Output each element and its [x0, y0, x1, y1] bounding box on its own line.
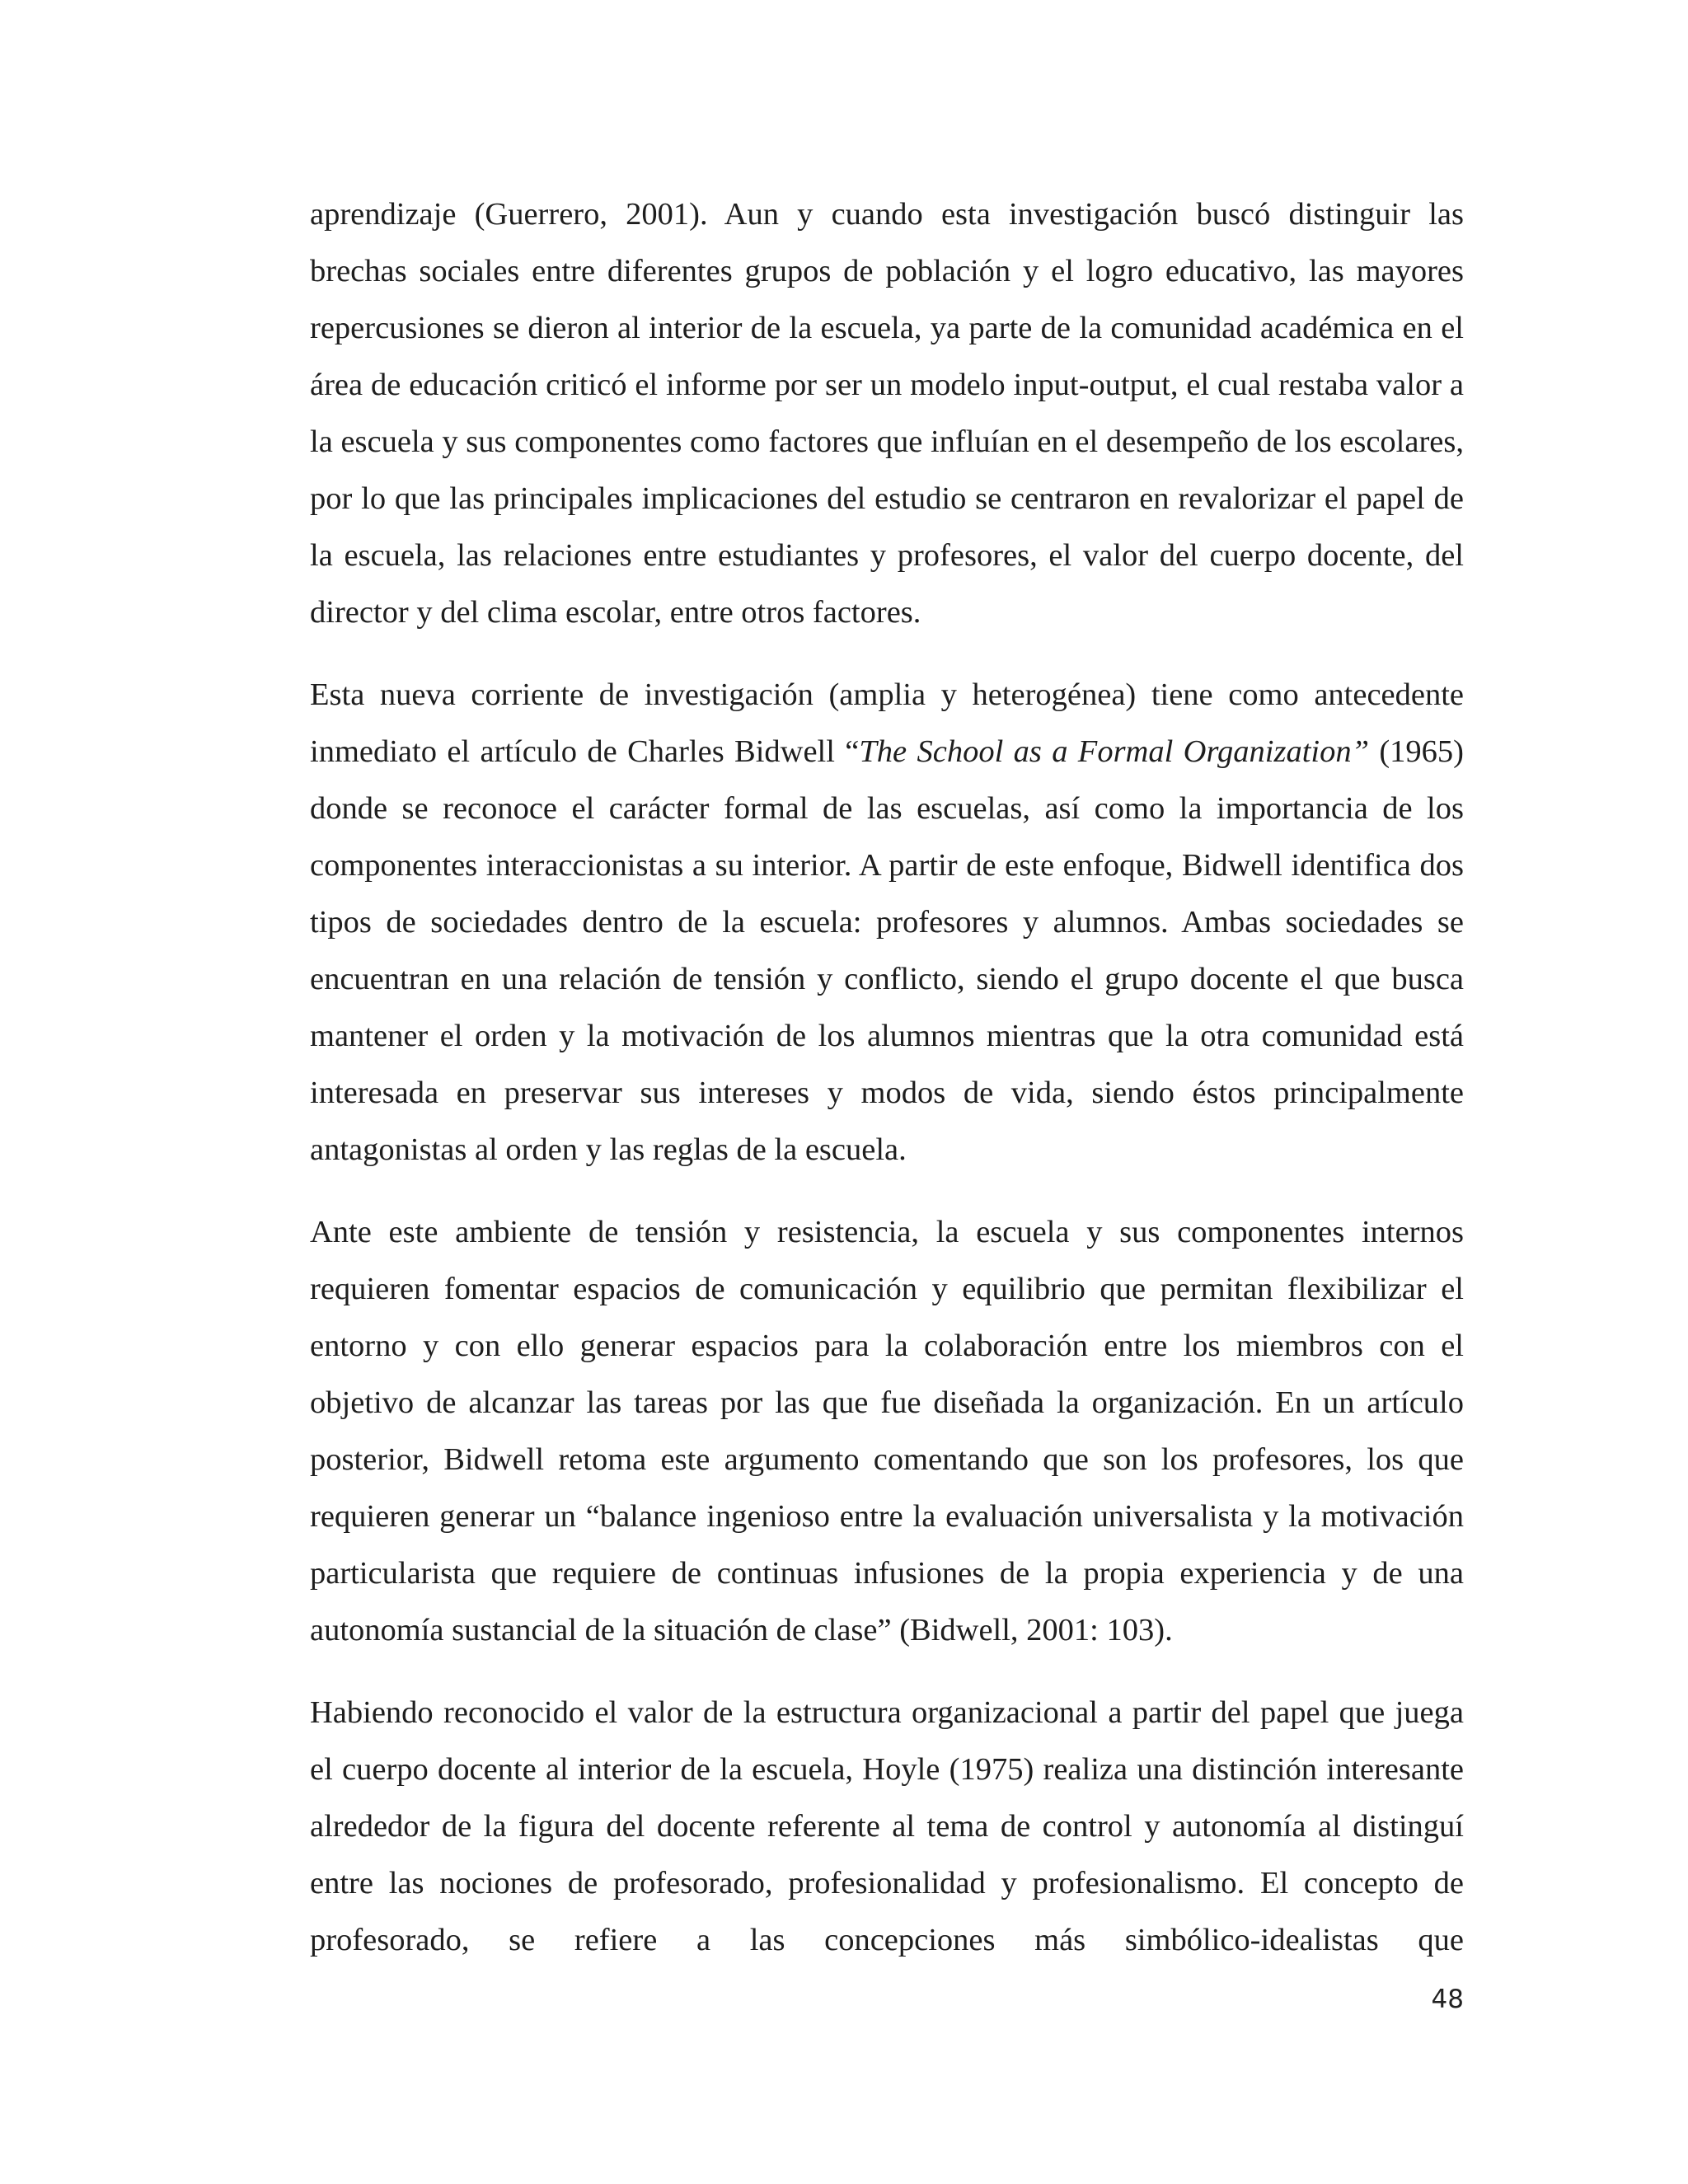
article-title-italic: The School as a Formal Organization”: [859, 734, 1370, 769]
paragraph-guerrero: aprendizaje (Guerrero, 2001). Aun y cuando esta investigación buscó distinguir las brechas sociales entre diferentes grupos de población y el logro educativo, las mayores repercusiones se dieron al interior de la escuela, ya parte de la comunidad académica en el área de educación criticó el informe por ser un modelo input-output, el cual restaba valor a la escuela y sus componentes como factores que influían en el desempeño de los escolares, por lo que las principales implicaciones del estudio se centraron en revalorizar el papel de la escuela, las relaciones entre estudiantes y profesores, el valor del cuerpo docente, del director y del clima escolar, entre otros factores.: [310, 197, 1464, 630]
paragraph-bidwell-school: [310, 667, 1464, 1179]
document-body: [310, 186, 1464, 1969]
paragraph-text-start: Esta nueva corriente de investigación (amplia y heterogénea) tiene como antecedente inmediato el artículo de Charles Bidwell “: [310, 677, 1464, 769]
paragraph-hoyle: Habiendo reconocido el valor de la estructura organizacional a partir del papel que juega el cuerpo docente al interior de la escuela, Hoyle (1975) realiza una distinción interesante alrededor de la figura del docente referente al tema de control y autonomía al distinguí entre las nociones de profesorado, profesionalidad y profesionalismo. El concepto de profesorado, se refiere a las concepciones más simbólico-idealistas que: [310, 1695, 1464, 1957]
paragraph-tension-resistencia: Ante este ambiente de tensión y resistencia, la escuela y sus componentes internos requieren fomentar espacios de comunicación y equilibrio que permitan flexibilizar el entorno y con ello generar espacios para la colaboración entre los miembros con el objetivo de alcanzar las tareas por las que fue diseñada la organización. En un artículo posterior, Bidwell retoma este argumento comentando que son los profesores, los que requieren generar un “balance ingenioso entre la evaluación universalista y la motivación particularista que requiere de continuas infusiones de la propia experiencia y de una autonomía sustancial de la situación de clase” (Bidwell, 2001: 103).: [310, 1215, 1464, 1647]
paragraph-text-end: (1965) donde se reconoce el carácter formal de las escuelas, así como la importancia de los componentes interaccionistas a su interior. A partir de este enfoque, Bidwell identifica dos tipos de sociedades dentro de la escuela: profesores y alumnos. Ambas sociedades se encuentran en una relación de tensión y conflicto, siendo el grupo docente el que busca mantener el orden y la motivación de los alumnos mientras que la otra comunidad está interesada en preservar sus intereses y modos de vida, siendo éstos principalmente antagonistas al orden y las reglas de la escuela.: [310, 734, 1465, 1167]
page-number: 48: [1431, 1985, 1464, 2014]
